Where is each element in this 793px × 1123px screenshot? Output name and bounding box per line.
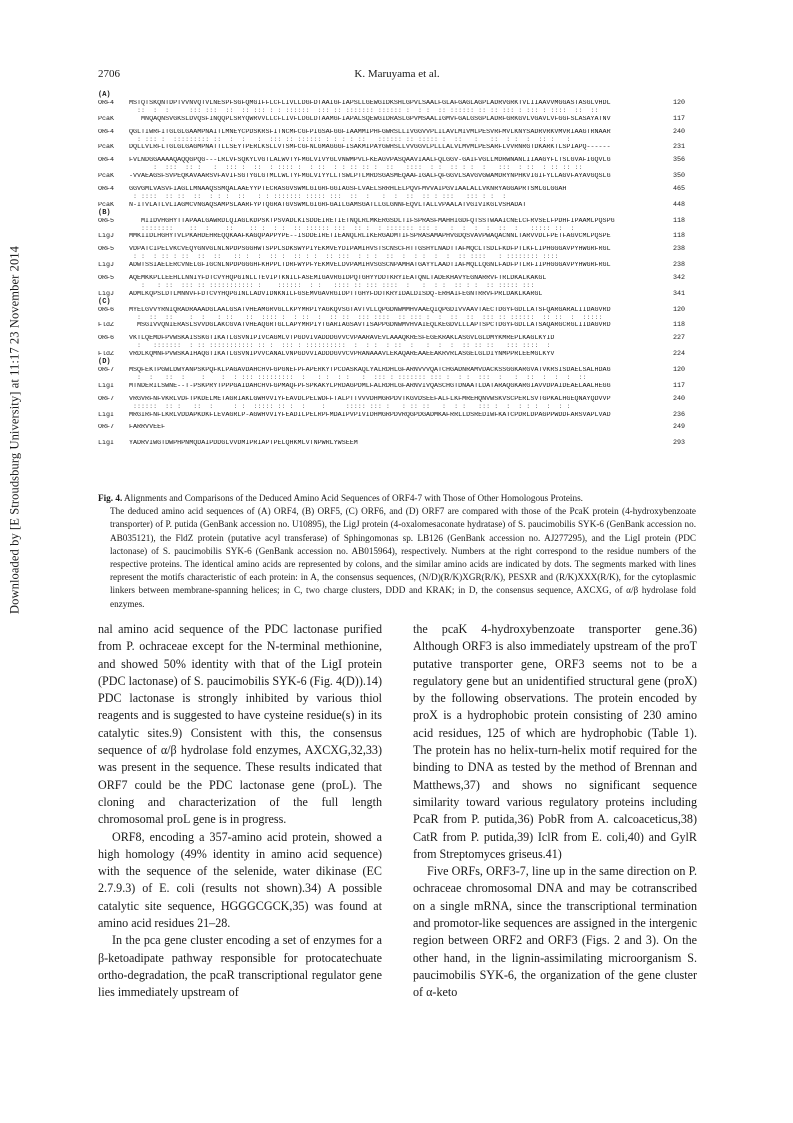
- protein-name: ORF7: [98, 367, 115, 375]
- consensus-row: [98, 375, 698, 383]
- residue-number: 240: [673, 127, 686, 136]
- residue-number: 118: [673, 232, 686, 241]
- residue-number: 117: [673, 114, 686, 123]
- sequence-text: :::::: :: : :: : : : ::::: :: : : : ::::: ::: : : :: :: : : : ::: : : : : : : : :: [129, 403, 571, 411]
- protein-name: LigI: [98, 382, 115, 390]
- sequence-row: [98, 100, 698, 108]
- caption-body: The deduced amino acid sequences of (A) ORF4, (B) ORF5, (C) ORF6, and (D) ORF7 are compared with those of the PcaK protein (4-hydroxybenzoate transporter) of P. putida (GenBank accession no. U10895), the LigJ protein (4-oxalomesaconate hydratase) of S. paucimobilis SYK-6 (GenBank accession no. AB035121), the FldZ protein (putative acyl transferase) of Sphingomonas sp. LB126 (GenBank accession no. AJ277295), and the LigI protein (PDC lactonase) of S. paucimobilis SYK-6 (GenBank accession no. AB015964), respectively. Numbers at the right correspond to the residue numbers of the respective proteins. The identical amino acids are represented by colons, and the similar amino acids are indicated by dots. The segments marked with lines represent the motifs characteristic of each protein: in A, the consensus sequences, (N/D)(R/K)XGR(R/K), PESXR and (R/K)XXX(R/K), for the cytoplasmic linkers between membrane-spanning helices; in C, two charge clusters, DDD and KRAK; in D, the consensus sequence, AXCXG, of α/β hydrolase fold enzymes.: [110, 506, 696, 609]
- residue-number: 465: [673, 185, 686, 194]
- residue-number: 120: [673, 305, 686, 314]
- sequence-text: FARRVVEEF: [129, 424, 166, 432]
- consensus-row: [98, 254, 698, 262]
- protein-name: ORF4: [98, 157, 115, 165]
- sequence-row: [98, 233, 698, 241]
- sequence-text: : ::: :: : : ::: : :: : :::: : : :: : : :: :: : :: :::: : : :: : : : ::: : :: : :: :: ::: [129, 165, 583, 173]
- body-paragraph: In the pca gene cluster encoding a set of enzymes for a β-ketoadipate pathway responsible for protocatechuate ortho-degradation, the pcaR transcriptional regulator gene lies immediately upstream of: [98, 933, 382, 1000]
- residue-number: 356: [673, 156, 686, 165]
- sequence-row: [98, 396, 698, 404]
- sequence-text: VRGVRFNFVKRLVDFTPKDELMETAGRIAKLGWHVVIYFEAVDLPELWDFFTALPTTVVVDHMGRPDVTKGVDSEEFALFLKFMREHQNVWSKVSCPERLSVTGPKALHGEQNAYQDVVP: [129, 395, 611, 403]
- protein-name: ORF5: [98, 246, 115, 254]
- protein-name: LigI: [98, 411, 115, 419]
- sequence-row: [98, 116, 698, 124]
- protein-name: PcaK: [98, 173, 115, 181]
- protein-name: ORF4: [98, 128, 115, 136]
- download-watermark: [6, 70, 24, 790]
- sequence-row: [98, 351, 698, 359]
- consensus-row: [98, 343, 698, 351]
- sequence-row: [98, 307, 698, 315]
- section-label: (B): [98, 208, 111, 217]
- sequence-text: : : : :: : :: :: :: :: : : :: : :: : : :: ::: : : : :: : : : : : :: :::: : :::::::: ::::: [129, 254, 559, 262]
- protein-name: LigI: [98, 440, 115, 448]
- residue-number: 227: [673, 334, 686, 343]
- protein-name: LigJ: [98, 262, 115, 270]
- section-label: (D): [98, 358, 111, 367]
- residue-number: 118: [673, 216, 686, 225]
- sequence-text: MSTQTSKQNTDPTVVNVQTVLNESPFSGFQMGIFFLCFLIVLLDGFDTAAIGFIAPSLLGEWGIDKSHLGPVLSAALFGLAFGAGLAGPLADRVGRKTVLIIAAVVMGGASTASGLVHDL: [129, 100, 611, 107]
- body-paragraph: the pcaK 4-hydroxybenzoate transporter gene.36) Although ORF3 is also immediately upstream of the proT putative transporter gene, ORF3 seems not to be a regulatory gene but an unidentified structural gene (proX) by the following observations. The protein encoded by proX is a hydrophobic protein consisting of 230 amino acid residues, 125 of which are hydrophobic (Table 1). The protein has no helix-turn-helix motif required for the binding to DNA as tested by the method of Brennan and Matthews,37) and shows no significant sequence similarity toward various regulatory proteins including PcaR from P. putida,36) PobR from A. calcoaceticus,38) CatR from P. putida,39) IclR from E. coli,40) and GylR from Streptomyces griseus.41): [413, 622, 697, 861]
- sequence-row: [98, 262, 698, 270]
- protein-name: PcaK: [98, 201, 115, 209]
- body-paragraph: nal amino acid sequence of the PDC lactonase purified from P. ochraceae except for the N-terminal methionine, and showed 50% identity with that of the LigI protein (PDC lactonase) of S. paucimobilis SYK-6 (Fig. 4(D)).14) PDC lactonase is strongly inhibited by various thiol reagents and is suggested to have cysteine residue(s) in its catalytic sites.9) Consistent with this, the consensus sequence of α/β hydrolase fold enzymes, AXCXG,32,33) was present in the sequence. These results indicated that ORF7 could be the PDC lactonase gene (proL). The cloning and characterization of the full length chromosomal proL gene is in progress.: [98, 622, 382, 827]
- page-number: 2706: [98, 68, 120, 80]
- residue-number: 350: [673, 172, 686, 181]
- sequence-text: : ::: : ::::::::: :: : : : ::: :: :::::: : : : : :: :::::: :: ::::: : :: : :: : : : :: : :: [129, 136, 571, 144]
- body-paragraph: ORF8, encoding a 357-amino acid protein, showed a high homology (49% identity in amino acid sequence) with the sequence of the selenide, water dikinase (EC 2.7.9.3) of E. coli (results not shown).34) A possible catalytic site sequence, HGGGCGCK,35) was found at amino acid residues 21–28.: [98, 829, 382, 931]
- body-paragraph: Five ORFs, ORF3-7, line up in the same direction on P. ochraceae chromosomal DNA and may be cotranscribed on a single mRNA, since the transcriptional termination and promotor-like sequences are assigned in the intergenic region between ORF2 and ORF3 (Figs. 2 and 3). On the other hand, in the lignin-assimilating microorganism S. paucimobilis SYK-6, the organization of the gene cluster of α-keto: [413, 864, 697, 1000]
- sequence-text: MRGIRFNFLKRLVDDAPKDKFLEVAGRLP-AGWHVVIYFEADILPELRPFMDAIPVPIVIDHMGRPDVRQGPDGADMKAFRRLLDSREDIWFKATCPDRLDPAGPPWDDFARSVAPLVAD: [129, 411, 611, 419]
- sequence-row: [98, 367, 698, 375]
- section-label: (C): [98, 297, 111, 306]
- protein-name: ORF6: [98, 306, 115, 314]
- consensus-row: [98, 226, 698, 234]
- sequence-row: [98, 157, 698, 165]
- residue-number: 238: [673, 245, 686, 254]
- sequence-text: N-ITVLATLVLIAGMCVNGAQSAMPSLAARFYPTQGRATGVSWMLGIGRFGAILGAMSGATLLGLGNNFEQVLTALLVPAALATVGIVIKGLVSHADAT: [129, 201, 527, 209]
- sequence-text: ADWTSSIAELERCVNELGFIGCNLNPDPGGGHFKHPPLTDRFWYPFYEKMVELDVPAMIHVSGSCNPAMHATGAYYLAADTIAFMQLLQGNLFADFPTLRFIIPHGGGAVPYHWGRFRGL: [129, 262, 611, 270]
- residue-number: 117: [673, 381, 686, 390]
- sequence-alignment-figure: [98, 92, 698, 448]
- residue-number: 293: [673, 439, 686, 448]
- residue-number: 341: [673, 289, 686, 298]
- protein-name: ORF5: [98, 275, 115, 283]
- residue-number: 238: [673, 261, 686, 270]
- sequence-row: [98, 246, 698, 254]
- page-header: [98, 68, 696, 84]
- sequence-row: [98, 173, 698, 181]
- residue-number: 120: [673, 99, 686, 107]
- protein-name: LigJ: [98, 290, 115, 298]
- sequence-row: [98, 129, 698, 137]
- residue-number: 240: [673, 394, 686, 403]
- sequence-text: FVLNDGGAAAAQAQQGPQG---LRLVFSQKYLVGTLALWVTYFMGLVIVYGLVNWMPVLFKEAGVPASQAAVIAALFQLGGV-GAIFVGLLMDRWNANLIIAAGYFLTSLGVAFIGQVLG: [129, 157, 611, 165]
- protein-name: ORF7: [98, 424, 115, 432]
- sequence-text: MMKIIDLHGHYTVLPKAHDEHREQQKAAFKAGQPAPPYPE--ISDDEIRETIEANQLRLIKERGADMTIFSPRASAMAPHVGDQSVAVPWAQACNNLTARVVDLFPETFAGVCMLPQSPE: [129, 233, 611, 241]
- residue-number: 120: [673, 366, 686, 375]
- sequence-text: -VVAEAGSFSVPEQKAVAARSVFAVIFSGTYGLGTMLLWLTYFMGLVIYYLLTSWLPTLMRDSGASMEQAAFIGALFQFGGVLSAVGVGWAMDRYNPHKVIGIFYLLAGVFAYAVGQSLG: [129, 173, 611, 181]
- protein-name: LigJ: [98, 233, 115, 241]
- caption-label: Fig. 4.: [98, 493, 123, 503]
- section-label: (A): [98, 91, 111, 99]
- sequence-row: [98, 144, 698, 152]
- consensus-row: [98, 137, 698, 145]
- sequence-text: : : :: : : : : ::: ::::::::: : : : : : : ::: : ::::::: ::: : : : ::: : : :: : : : ::: [129, 374, 587, 382]
- residue-number: 224: [673, 350, 686, 359]
- sequence-text: : :: :: : : : :: :: :::: : : :: : :: :: ::: :::: :: ::: : : :: :: ::: :: :::::: :: :: : :::::: [129, 314, 603, 322]
- sequence-text: MYELGVVYRNIQRADRAAADGLAALGSATVHEAMGRVGLLKPYMRPIYAGKQVSGTAVTVLLQPGDNWMMHVAAEQIQPGDIVVAAVTAECTDGYFGDLLATSFQARGARALIIDAGVRD: [129, 306, 611, 314]
- sequence-row: [98, 424, 698, 432]
- residue-number: 118: [673, 321, 686, 330]
- sequence-text: VKTLQEMDFPVWSKAISSKGTIKATLGSVNIPIVCAGMLVTPGDVIVADDDGVVCVPAARAVEVLAAAQKRESFEGEKRAKLASGVLGLDMYKMREPLKAGLKYID: [129, 335, 555, 343]
- sequence-text: DQLLVLRFLTGLGLGAGMPNATTLLSEYTPERLKSLLVTSMFCGFNLGMAGGGFISAKMIPAYGWHSLLVVGGVLPLLLALVLMVMLPESARFLVVRNRGTDKARKTLSPIAPQ------: [129, 144, 611, 152]
- sequence-row: [98, 291, 698, 299]
- consensus-row: [98, 315, 698, 323]
- sequence-text: MTNDERILSWNE--T-PSKPRYTPPPGAIDAHCHVFGPMAQFPFSPKAKYLPRDAGPDMLFALRDHLGFARNVIVQASCHGTDNAATLDATARAQGKARGIAVVDPAIDEAELAALHEGG: [129, 382, 611, 390]
- sequence-text: : ::::::: : :: ::::::::::: :: : ::: : :::::::::: : : : : :: : : : : :: :: :: ::: :::: :: [129, 343, 551, 351]
- sequence-row: [98, 186, 698, 194]
- sequence-text: MNQAQNSVGKSLDVQSFINQQPLSRYQWRVVLLCFLIVFLDGLDTAAMGFIAPALSQEWGIDRASLGPVMSAALIGMVFGALGSGPLADRFGRKGVLVGAVLVFGGFSLASAYATNV: [129, 115, 611, 123]
- left-column: [98, 621, 382, 1002]
- sequence-row: [98, 275, 698, 283]
- protein-name: ORF5: [98, 217, 115, 225]
- figure-caption: [98, 492, 696, 611]
- sequence-text: : : :: ::: :: ::::::::::: : :::::: : : :::: :: ::: :::: : : : : :: : : :: ::::: :::: [129, 282, 535, 290]
- protein-name: ORF4: [98, 100, 115, 107]
- download-note: Downloaded by [E Stroudsburg University] at 11:17 23 November 2014: [7, 245, 22, 615]
- right-column: [413, 621, 697, 1002]
- sequence-text: :::::::: :: : :: :: : : : :: :::::: ::: :: : : ::::::: ::: : : : : : :: : ::::: :: :: [129, 225, 575, 233]
- caption-title: Alignments and Comparisons of the Deduced Amino Acid Sequences of ORF4-7 with Those of Other Homologous Proteins.: [124, 493, 583, 503]
- sequence-text: MIIDVHGHYTTAPAALGAWRDLQIAGLKDPSKTPSVADLKISDDEIRETIETNQLRLMKERGSDLTIFSPRASFMAHHIGDFQTSSTWAAICNELCFRVSELFPDHFIPAAMLPQSPG: [129, 217, 615, 225]
- residue-number: 342: [673, 274, 686, 283]
- protein-name: ORF7: [98, 395, 115, 403]
- protein-name: FldZ: [98, 322, 115, 330]
- sequence-text: :: : : ::: ::: :: :: ::: : : :::::: ::: :: ::::::: :::::: : : : :: :::::: :: :: ::: : ::: : :::: :: ::: [129, 107, 599, 115]
- residue-number: 448: [673, 200, 686, 209]
- sequence-text: VRDLKQMNFPVWSKAIHAQGTIKATLGSVNIPVVCANALVNPGDVVIADDDGVVCVPRANAAAVLEKAQAREAAEEAKRVRLASGELGLDIYNMPPRLEEMGLKYV: [129, 351, 555, 359]
- protein-name: PcaK: [98, 115, 115, 123]
- sequence-text: MSQFEKTPGWLDWYANPSKPQFKLPAGAVDAHCHVFGPGNEFPFAPERKYTPCDASKAQLYALRDHLGFARNVVVQATCHGADNRAMVDACKSSGGKARGVATVKRSISDAELSALHDAG: [129, 367, 611, 375]
- sequence-row: [98, 383, 698, 391]
- residue-number: 231: [673, 143, 686, 152]
- protein-name: FldZ: [98, 351, 115, 359]
- sequence-text: QGLTIWRFITGLGLGAAMPNAITLMNEYCPDSKRSFITNCMFCGFPIGSAFGGFIAAMMIPHFGWRSLLIVGGVVPLILAVLMIVMLPESVRFMVLKNYSADRVRKVMVRIAAGTRNAAR: [129, 128, 611, 136]
- sequence-text: VDPATCIPELVKCVEQYGNVGLNLNPDPSGGHWTSPPLSDKSWYPIYEKMVEYDIPAMIHVSTSCNSCFHTTGSHYLNADTTAFMQCLTSDLFKDFPTLKFLIPHGGGAVPYHWGRFRGL: [129, 246, 611, 254]
- consensus-row: [98, 194, 698, 202]
- sequence-text: : :::: :: :: :: : : : :: : : ::::::: ::::: ::: :: : : : :: :: : ::: ::: : : :: [129, 193, 507, 201]
- consensus-row: [98, 404, 698, 412]
- protein-name: PcaK: [98, 144, 115, 152]
- protein-name: ORF6: [98, 335, 115, 343]
- consensus-row: [98, 432, 698, 440]
- sequence-text: GGVGMLVASVFIAGLLMNAAQSSMQALAAEYYPTECRASGVSWMLGIGRFGGIAGSFLVAELSRRHLELPQVFMVVAIPGVIAALALLVKNRYAGGAPRTSMLGLGGAH: [129, 186, 567, 194]
- sequence-row: [98, 412, 698, 420]
- sequence-row: [98, 335, 698, 343]
- sequence-text: MSGIVVQNIERASLSVVDGLAKCGVATVHEAQGRTGLLAPYMRPIYTGARIAGSAVTISAPPGDNWMVHVAIEQLKEGDVLLLAPTSPCTDGYFGDLLATSAQARGCRGLIIDAGVRD: [129, 322, 611, 330]
- sequence-row: [98, 440, 698, 448]
- consensus-row: [98, 165, 698, 173]
- residue-number: 236: [673, 410, 686, 419]
- sequence-text: AQEMKKPLLEEHLLNNIYFDTCVYHQPGINLLTEVIPTKNILFASEMIGAVRGIDPQTGHYYDDTKRYIEATQNLTADEKHAVYEGNARRVFTRLDKALKAKGL: [129, 275, 547, 283]
- sequence-text: ADMLKQPSLDTLMNNVFFDTCVYHQPGINLLADVIDNKNILFGSEMVGAVRGIDPTTGHYFDDTKRYIDALDISDQ-ERHAIFEGNTRRVFPRLDAKLKARGL: [129, 290, 543, 298]
- running-authors: K. Maruyama et al.: [354, 68, 440, 80]
- protein-name: ORF4: [98, 186, 115, 194]
- sequence-row: [98, 322, 698, 330]
- consensus-row: [98, 108, 698, 116]
- sequence-row: [98, 218, 698, 226]
- consensus-row: [98, 283, 698, 291]
- sequence-text: YADRVIWGTDWPHPNMQDAIPDDGLVVDMIPRIAPTPELQHKMLVTNPWRLYWSEEM: [129, 440, 358, 448]
- sequence-row: [98, 202, 698, 210]
- residue-number: 249: [673, 423, 686, 432]
